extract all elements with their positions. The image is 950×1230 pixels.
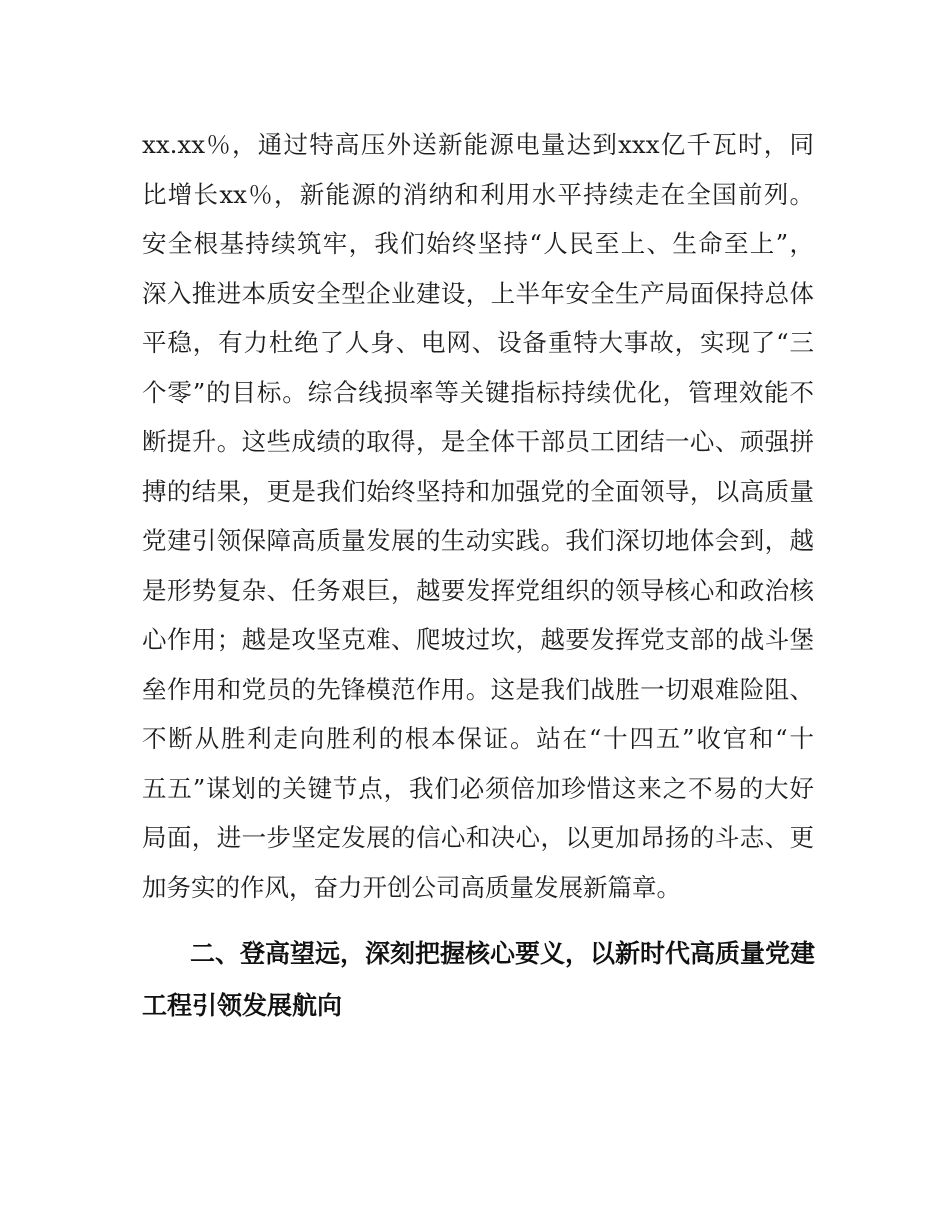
- body-line: 安全根基持续筑牢，我们始终坚持“人民至上、生命至上”，: [142, 229, 814, 258]
- body-line: 心作用；越是攻坚克难、爬坡过坎，越要发挥党支部的战斗堡: [142, 625, 814, 654]
- body-line: 搏的结果，更是我们始终坚持和加强党的全面领导，以高质量: [142, 476, 814, 506]
- body-line: 断提升。这些成绩的取得，是全体干部员工团结一心、顽强拼: [142, 427, 814, 456]
- body-line: 比增长xx％，新能源的消纳和利用水平持续走在全国前列。: [142, 179, 814, 209]
- section-heading: [142, 928, 814, 1032]
- section-heading-line: 工程引领发展航向: [142, 991, 343, 1020]
- body-line: 深入推进本质安全型企业建设，上半年安全生产局面保持总体: [142, 278, 814, 308]
- body-line: 平稳，有力杜绝了人身、电网、设备重特大事故，实现了“三: [142, 328, 814, 357]
- body-line: 个零”的目标。综合线损率等关键指标持续优化，管理效能不: [142, 377, 814, 407]
- body-line: 是形势复杂、任务艰巨，越要发挥党组织的领导核心和政治核: [142, 575, 814, 605]
- body-line: 五五”谋划的关键节点，我们必须倍加珍惜这来之不易的大好: [142, 773, 814, 803]
- body-line: xx.xx％，通过特高压外送新能源电量达到xxx亿千瓦时，同: [142, 130, 814, 159]
- body-line: 垒作用和党员的先锋模范作用。这是我们战胜一切艰难险阻、: [142, 674, 814, 704]
- body-line: 加务实的作风，奋力开创公司高质量发展新篇章。: [142, 872, 681, 902]
- body-line: 局面，进一步坚定发展的信心和决心，以更加昂扬的斗志、更: [142, 823, 814, 852]
- body-paragraph: [142, 120, 814, 912]
- body-line: 不断从胜利走向胜利的根本保证。站在“十四五”收官和“十: [142, 724, 814, 753]
- body-line: 党建引领保障高质量发展的生动实践。我们深切地体会到，越: [142, 526, 814, 555]
- section-heading-line: 二、登高望远，深刻把握核心要义，以新时代高质量党建: [190, 939, 816, 968]
